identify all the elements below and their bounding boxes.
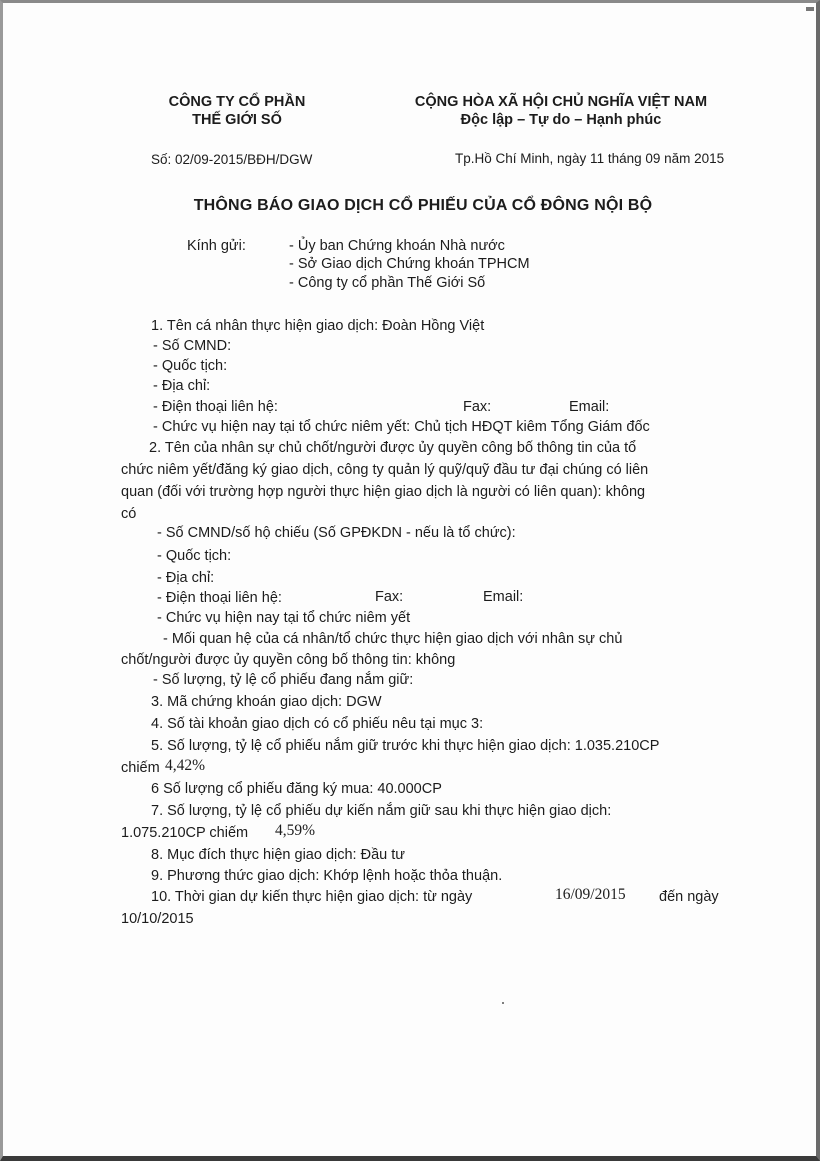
section1-position: - Chức vụ hiện nay tại tổ chức niêm yết: Chủ tịch HĐQT kiêm Tổng Giám đốc (153, 419, 650, 435)
section2-nationality: - Quốc tịch: (157, 548, 232, 564)
item-10-from-date: 16/09/2015 (555, 886, 626, 903)
recipient-item: - Sở Giao dịch Chứng khoán TPHCM (289, 256, 530, 272)
section1-fax: Fax: (463, 399, 492, 415)
item-7-percent: 4,59% (275, 822, 316, 839)
item-5: 5. Số lượng, tỷ lệ cổ phiếu nắm giữ trước khi thực hiện giao dịch: 1.035.210CP (151, 738, 660, 754)
recipient-label: Kính gửi: (187, 238, 246, 254)
section1-nationality: - Quốc tịch: (153, 358, 228, 374)
item-3: 3. Mã chứng khoán giao dịch: DGW (151, 694, 382, 710)
section2-holding: - Số lượng, tỷ lệ cổ phiếu đang nắm giữ: (153, 672, 414, 688)
section2-address: - Địa chỉ: (157, 570, 215, 586)
section2-line: chức niêm yết/đăng ký giao dịch, công ty quản lý quỹ/quỹ đầu tư đại chúng có liên (121, 462, 649, 478)
document-title: THÔNG BÁO GIAO DỊCH CỔ PHIẾU CỦA CỔ ĐÔNG NỘI BỘ (193, 197, 653, 214)
section2-phone: - Điện thoại liên hệ: (157, 590, 282, 606)
item-9: 9. Phương thức giao dịch: Khớp lệnh hoặc thỏa thuận. (151, 868, 503, 884)
section2-position: - Chức vụ hiện nay tại tổ chức niêm yết (157, 610, 411, 626)
item-6: 6 Số lượng cổ phiếu đăng ký mua: 40.000CP (151, 781, 442, 797)
scan-mark (806, 7, 814, 11)
section2-relation: - Mối quan hệ của cá nhân/tổ chức thực hiện giao dịch với nhân sự chủ (163, 631, 623, 647)
item-10-to-label: đến ngày (659, 889, 719, 905)
section2-line: quan (đối với trường hợp người thực hiện giao dịch là người có liên quan): không (121, 484, 646, 500)
item-5-percent: 4,42% (165, 757, 206, 774)
scan-speck (502, 1002, 504, 1004)
section1-phone: - Điện thoại liên hệ: (153, 399, 278, 415)
section2-id: - Số CMND/số hộ chiếu (Số GPĐKDN - nếu là tổ chức): (157, 525, 516, 541)
place-date: Tp.Hồ Chí Minh, ngày 11 tháng 09 năm 2015 (455, 151, 725, 166)
item-7: 7. Số lượng, tỷ lệ cổ phiếu dự kiến nắm giữ sau khi thực hiện giao dịch: (151, 803, 612, 819)
item-5-label: chiếm (121, 760, 160, 776)
section1-title: 1. Tên cá nhân thực hiện giao dịch: Đoàn Hồng Việt (151, 318, 485, 334)
document-number: Số: 02/09-2015/BĐH/DGW (151, 152, 313, 167)
section1-cmnd: - Số CMND: (153, 338, 232, 354)
section2-line: có (121, 506, 137, 522)
item-10-end-date: 10/10/2015 (121, 911, 194, 927)
recipient-item: - Công ty cổ phần Thế Giới Số (289, 275, 486, 291)
section1-address: - Địa chỉ: (153, 378, 211, 394)
item-10: 10. Thời gian dự kiến thực hiện giao dịch: từ ngày (151, 889, 473, 905)
item-7-label: 1.075.210CP chiếm (121, 825, 249, 841)
section2-email: Email: (483, 589, 524, 605)
section2-fax: Fax: (375, 589, 404, 605)
section1-email: Email: (569, 399, 610, 415)
national-title: CỘNG HÒA XÃ HỘI CHỦ NGHĨA VIỆT NAM (414, 94, 708, 110)
national-motto: Độc lập – Tự do – Hạnh phúc (460, 112, 662, 128)
recipient-item: - Ủy ban Chứng khoán Nhà nước (289, 238, 505, 254)
section2-line: 2. Tên của nhân sự chủ chốt/người được ủy quyền công bố thông tin của tổ (149, 440, 637, 456)
item-4: 4. Số tài khoản giao dịch có cổ phiếu nêu tại mục 3: (151, 716, 484, 732)
section2-relation: chốt/người được ủy quyền công bố thông tin: không (121, 652, 456, 668)
company-name-line2: THẾ GIỚI SỐ (192, 112, 282, 128)
item-8: 8. Mục đích thực hiện giao dịch: Đầu tư (151, 847, 405, 863)
company-name-line1: CÔNG TY CỔ PHẦN (168, 94, 306, 110)
